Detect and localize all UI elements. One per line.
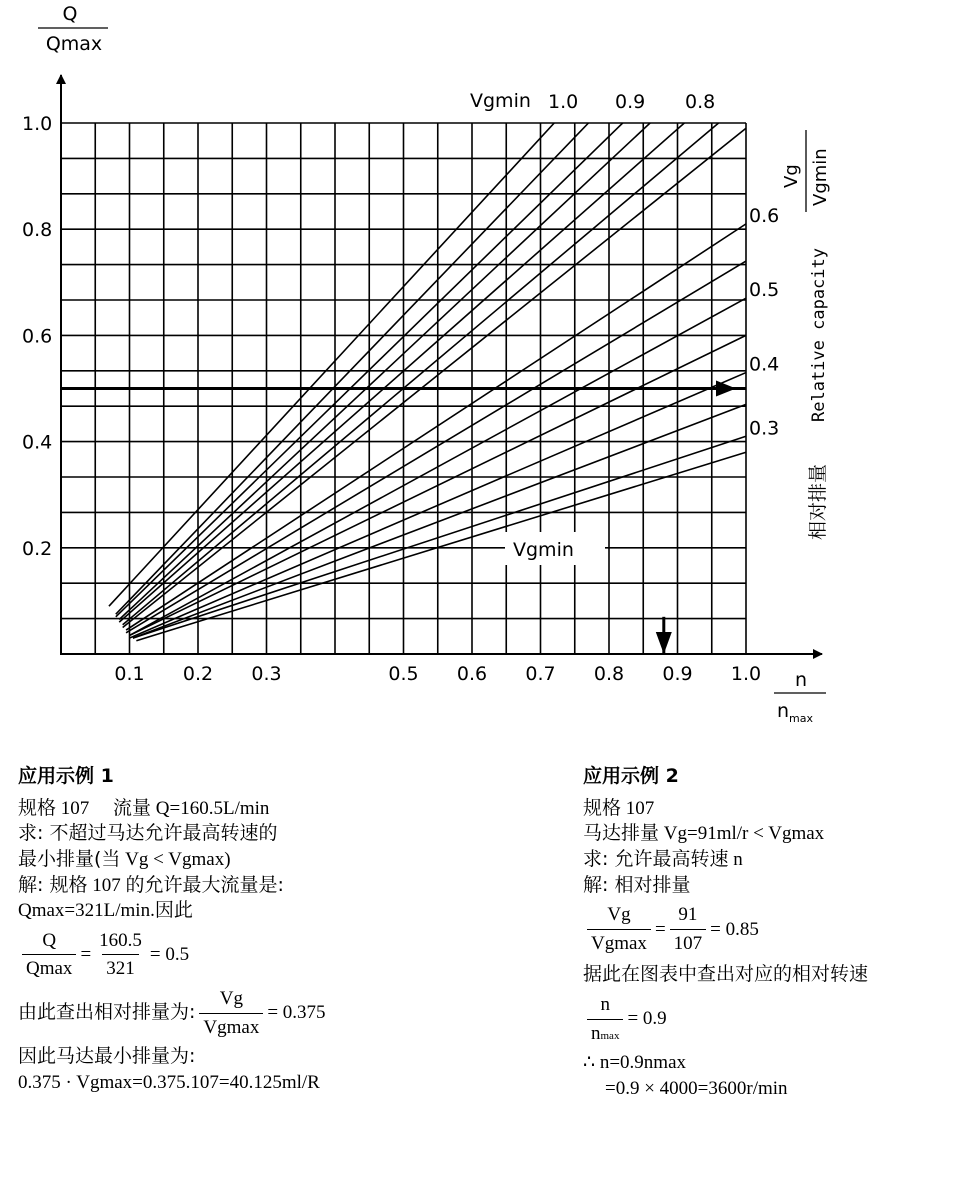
x-tick-label: 0.1 [114, 663, 145, 685]
curve-label-vgmin: Vgmin [513, 539, 574, 561]
x-tick-label: 0.8 [593, 663, 625, 685]
right-label-vg: Vg [781, 164, 802, 188]
x-tick-label: 0.6 [456, 663, 488, 685]
chart-lines [109, 123, 746, 641]
svg-text:nmax [777, 700, 814, 725]
right-label-vgmin: Vgmin [810, 148, 831, 206]
y-tick-label: 1.0 [22, 113, 53, 135]
y-axis-label-top: Q [62, 3, 78, 25]
right-label-en: Relative capacity [809, 248, 829, 422]
right-tick-label: 0.6 [749, 204, 780, 227]
x-axis-label-sub: max [789, 712, 814, 725]
example-1: 应用示例 1 规格 107 流量 Q=160.5L/min 求: 不超过马达允许最高转速的 最小排量(当 Vg < Vgmax) 解: 规格 107 的允许最大流量是: Qmax=321L/min.因此 $\frac{Q}{Qmax}$ = $\frac{160.5}{321}$ = 0.5 由此查出相对排量为: $\frac{Vg}{Vgmax}$ = 0.375 因此马达最小排量为: 0.375 · Vgmax=0.375.107=40.125ml/R [18, 765, 326, 1094]
y-tick-label: 0.8 [22, 219, 53, 242]
y-tick-label: 0.4 [22, 431, 53, 454]
x-axis-label-top: n [794, 669, 808, 691]
y-tick-labels [22, 113, 52, 560]
example-2-title: 应用示例 2 [583, 765, 679, 787]
x-tick-label: 0.2 [182, 663, 214, 685]
capacity-line [126, 224, 746, 630]
capacity-line [126, 261, 746, 633]
x-tick-label: 0.3 [251, 663, 282, 685]
x-tick-label: 0.9 [662, 663, 693, 685]
y-tick-label: 0.2 [22, 537, 53, 560]
top-label-2: 0.9 [615, 91, 646, 113]
right-tick-labels [749, 205, 779, 439]
top-label-3: 0.8 [685, 91, 716, 113]
example-1-title: 应用示例 1 [18, 765, 114, 787]
capacity-line [136, 452, 746, 641]
capacity-line [123, 123, 719, 625]
capacity-line [109, 123, 554, 606]
x-tick-label: 0.7 [525, 663, 556, 685]
x-tick-labels [114, 663, 761, 685]
guide-arrow-head [656, 632, 672, 654]
x-tick-label: 0.5 [388, 663, 419, 685]
guide-arrow-head [716, 381, 736, 397]
right-tick-label: 0.5 [749, 279, 780, 302]
y-tick-label: 0.6 [22, 325, 53, 348]
capacity-line [123, 128, 746, 627]
example-2: 应用示例 2 规格 107 马达排量 Vg=91ml/r < Vgmax 求: 允许最高转速 n 解: 相对排量 $\frac{Vg}{Vgmax}$ = $\frac{91}{107}$ = 0.85 据此在图表中查出对应的相对转速 $\frac{n}{nmax}$ = 0.9 ∴ n=0.9nmax =0.9 × 4000=3600r/min [583, 765, 869, 1100]
y-axis-label-bottom: Qmax [45, 33, 103, 55]
x-axis-label-bottom: n [776, 700, 790, 722]
right-tick-label: 0.3 [749, 417, 780, 440]
top-label-1: 1.0 [548, 91, 579, 113]
x-tick-label: 1.0 [730, 663, 762, 685]
right-tick-label: 0.4 [749, 353, 780, 376]
top-label-vgmin: Vgmin [470, 90, 531, 112]
right-label-cn: 相对排量 [807, 463, 829, 540]
